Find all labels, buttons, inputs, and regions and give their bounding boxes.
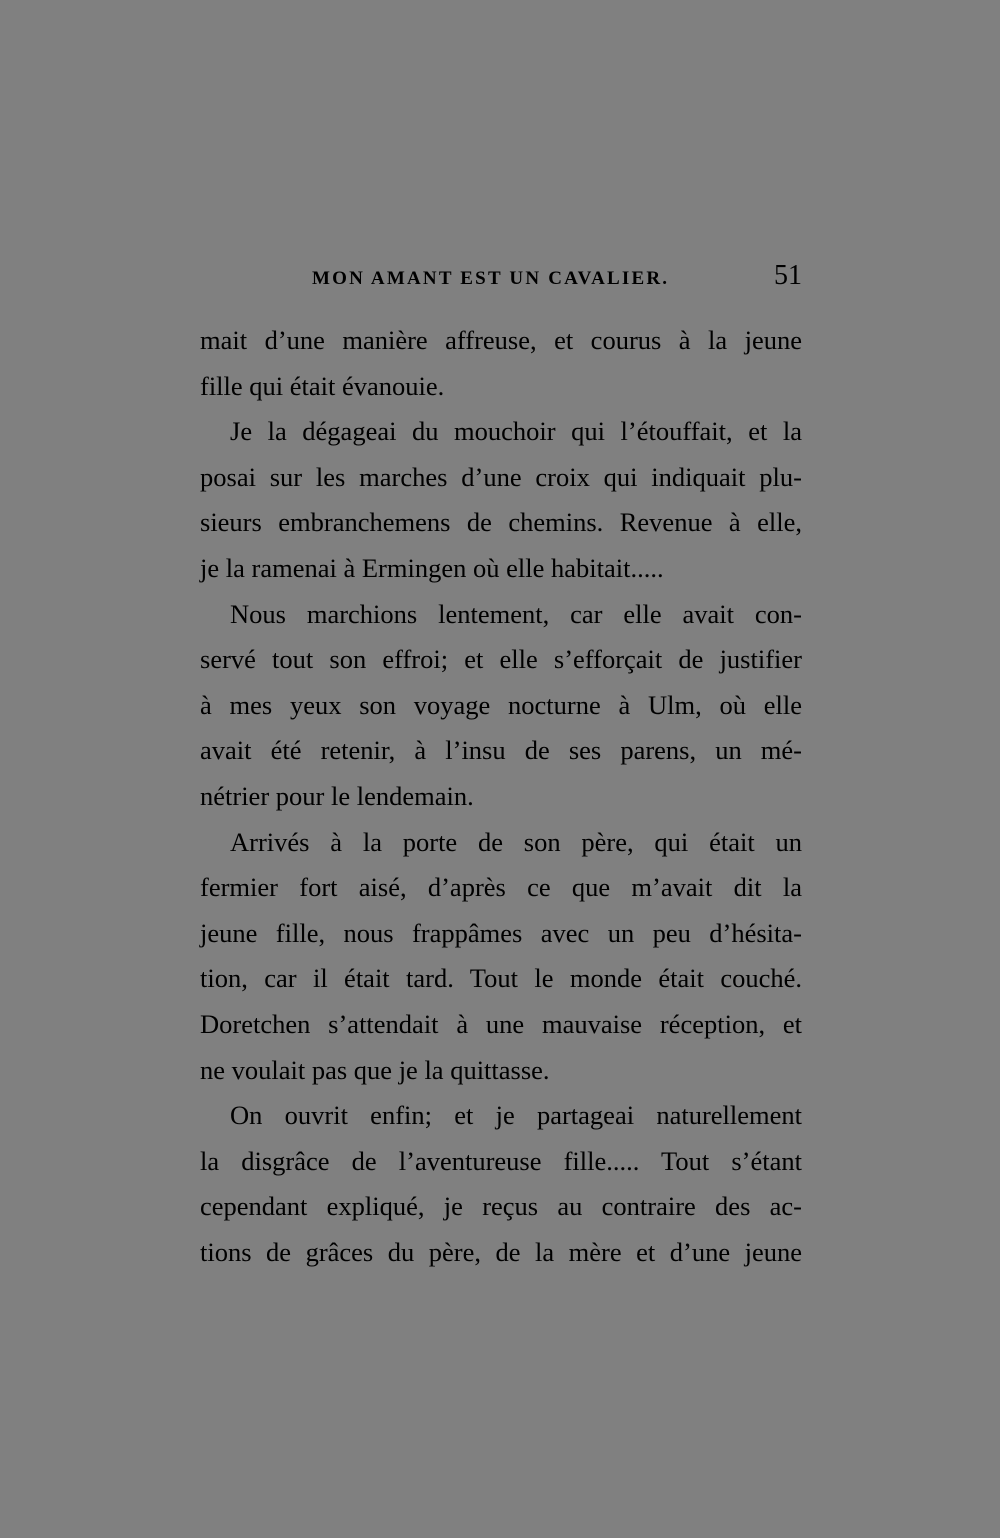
text-line: jeune fille, nous frappâmes avec un peu d’hésita- <box>200 917 802 948</box>
text-line: Arrivés à la porte de son père, qui était un <box>230 826 802 857</box>
text-line: à mes yeux son voyage nocturne à Ulm, où elle <box>200 689 802 720</box>
text-line: avait été retenir, à l’insu de ses parens, un mé- <box>200 735 802 766</box>
text-line: Nous marchions lentement, car elle avait con- <box>230 598 802 629</box>
running-title: MON AMANT EST UN CAVALIER. <box>312 268 670 289</box>
text-line: sieurs embranchemens de chemins. Revenue à elle, <box>200 507 802 538</box>
text-line: nétrier pour le lendemain. <box>200 780 474 811</box>
body-text <box>200 318 802 1275</box>
text-line: tion, car il était tard. Tout le monde était couché. <box>200 963 802 994</box>
text-line: fermier fort aisé, d’après ce que m’avait dit la <box>200 872 802 903</box>
text-line: Je la dégageai du mouchoir qui l’étouffait, et la <box>230 416 802 447</box>
page-number: 51 <box>774 260 802 291</box>
text-line: Doretchen s’attendait à une mauvaise réception, et <box>200 1008 802 1039</box>
text-line: mait d’une manière affreuse, et courus à la jeune <box>200 325 802 355</box>
text-line: servé tout son effroi; et elle s’efforçait de justifier <box>200 644 802 675</box>
text-line: ne voulait pas que je la quittasse. <box>200 1054 550 1085</box>
text-line: posai sur les marches d’une croix qui indiquait plu- <box>200 461 802 492</box>
text-line: tions de grâces du père, de la mère et d’une jeune <box>200 1236 802 1267</box>
running-head <box>200 258 802 302</box>
text-line: je la ramenai à Ermingen où elle habitait..... <box>200 552 664 583</box>
text-line: fille qui était évanouie. <box>200 370 445 401</box>
text-line: la disgrâce de l’aventureuse fille..... Tout s’étant <box>200 1145 802 1176</box>
text-line: On ouvrit enfin; et je partageai naturellement <box>230 1100 802 1131</box>
text-line: cependant expliqué, je reçus au contraire des ac- <box>200 1191 802 1222</box>
